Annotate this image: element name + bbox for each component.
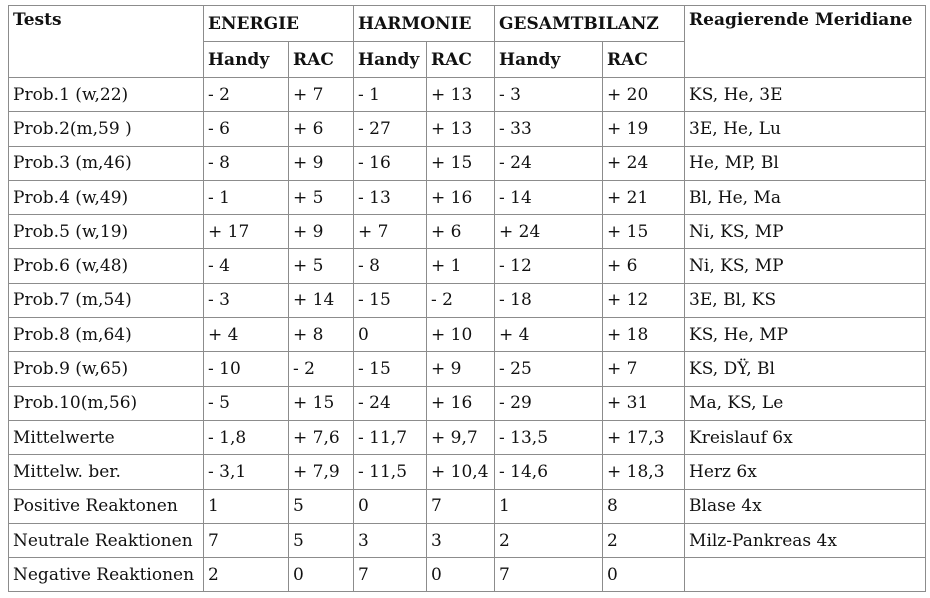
header-sub-rac: RAC	[603, 42, 685, 78]
table-cell: - 8	[204, 146, 289, 180]
row-label: Neutrale Reaktionen	[9, 523, 204, 557]
row-meridians: KS, He, MP	[685, 318, 926, 352]
table-cell: 1	[204, 489, 289, 523]
row-meridians: Kreislauf 6x	[685, 420, 926, 454]
table-cell: - 3	[204, 283, 289, 317]
table-cell: + 10,4	[427, 455, 495, 489]
table-cell: - 13	[354, 180, 427, 214]
table-cell: 7	[354, 558, 427, 592]
row-meridians: Ma, KS, Le	[685, 386, 926, 420]
table-row	[9, 78, 926, 112]
header-sub-handy: Handy	[354, 42, 427, 78]
table-cell: - 5	[204, 386, 289, 420]
table-row	[9, 318, 926, 352]
table-cell: + 21	[603, 180, 685, 214]
table-row	[9, 112, 926, 146]
table-cell: - 15	[354, 352, 427, 386]
table-cell: - 18	[495, 283, 603, 317]
header-sub-rac: RAC	[289, 42, 354, 78]
table-cell: 2	[603, 523, 685, 557]
table-cell: - 27	[354, 112, 427, 146]
table-cell: + 9	[289, 215, 354, 249]
table-cell: 1	[495, 489, 603, 523]
row-label: Prob.5 (w,19)	[9, 215, 204, 249]
table-cell: 3	[354, 523, 427, 557]
table-cell: - 2	[204, 78, 289, 112]
table-cell: - 13,5	[495, 420, 603, 454]
table-cell: - 1	[354, 78, 427, 112]
table-cell: 0	[289, 558, 354, 592]
table-cell: + 20	[603, 78, 685, 112]
row-label: Prob.1 (w,22)	[9, 78, 204, 112]
table-cell: + 6	[603, 249, 685, 283]
row-label: Prob.4 (w,49)	[9, 180, 204, 214]
row-meridians: KS, He, 3E	[685, 78, 926, 112]
table-cell: + 5	[289, 180, 354, 214]
table-cell: - 6	[204, 112, 289, 146]
table-cell: + 7	[354, 215, 427, 249]
table-row	[9, 283, 926, 317]
table-row	[9, 523, 926, 557]
table-cell: + 16	[427, 180, 495, 214]
table-cell: - 1,8	[204, 420, 289, 454]
row-meridians: 3E, Bl, KS	[685, 283, 926, 317]
table-body	[9, 78, 926, 592]
table-cell: - 1	[204, 180, 289, 214]
table-cell: 0	[603, 558, 685, 592]
table-row	[9, 215, 926, 249]
row-label: Prob.9 (w,65)	[9, 352, 204, 386]
row-meridians: 3E, He, Lu	[685, 112, 926, 146]
row-meridians: Herz 6x	[685, 455, 926, 489]
table-cell: + 4	[204, 318, 289, 352]
table-cell: - 24	[354, 386, 427, 420]
table-cell: 5	[289, 523, 354, 557]
table-cell: + 7	[603, 352, 685, 386]
row-label: Mittelwerte	[9, 420, 204, 454]
table-row	[9, 489, 926, 523]
table-cell: - 4	[204, 249, 289, 283]
table-cell: - 24	[495, 146, 603, 180]
table-cell: - 29	[495, 386, 603, 420]
table-cell: 7	[427, 489, 495, 523]
results-table	[8, 5, 926, 592]
table-cell: + 13	[427, 112, 495, 146]
table-cell: + 31	[603, 386, 685, 420]
table-cell: - 12	[495, 249, 603, 283]
table-cell: + 17,3	[603, 420, 685, 454]
table-cell: 7	[204, 523, 289, 557]
row-meridians: Ni, KS, MP	[685, 215, 926, 249]
row-label: Negative Reaktionen	[9, 558, 204, 592]
table-cell: + 15	[603, 215, 685, 249]
row-label: Mittelw. ber.	[9, 455, 204, 489]
row-meridians: Blase 4x	[685, 489, 926, 523]
row-meridians	[685, 558, 926, 592]
table-cell: 5	[289, 489, 354, 523]
table-cell: + 10	[427, 318, 495, 352]
table-cell: + 18,3	[603, 455, 685, 489]
table-cell: - 2	[427, 283, 495, 317]
table-cell: + 5	[289, 249, 354, 283]
row-meridians: KS, DŸ, Bl	[685, 352, 926, 386]
row-meridians: Ni, KS, MP	[685, 249, 926, 283]
row-meridians: Bl, He, Ma	[685, 180, 926, 214]
header-meridians: Reagierende Meridiane	[685, 6, 926, 78]
table-cell: + 6	[289, 112, 354, 146]
table-row	[9, 386, 926, 420]
table-cell: - 16	[354, 146, 427, 180]
table-cell: + 1	[427, 249, 495, 283]
table-cell: + 24	[603, 146, 685, 180]
table-cell: - 2	[289, 352, 354, 386]
table-cell: 3	[427, 523, 495, 557]
table-cell: - 3,1	[204, 455, 289, 489]
row-label: Prob.8 (m,64)	[9, 318, 204, 352]
table-cell: + 16	[427, 386, 495, 420]
header-sub-handy: Handy	[495, 42, 603, 78]
table-cell: - 14,6	[495, 455, 603, 489]
row-label: Prob.2(m,59 )	[9, 112, 204, 146]
row-label: Prob.6 (w,48)	[9, 249, 204, 283]
table-cell: + 19	[603, 112, 685, 146]
table-cell: + 12	[603, 283, 685, 317]
table-cell: + 9	[427, 352, 495, 386]
table-cell: 7	[495, 558, 603, 592]
table-cell: + 8	[289, 318, 354, 352]
row-label: Prob.3 (m,46)	[9, 146, 204, 180]
row-label: Prob.10(m,56)	[9, 386, 204, 420]
table-cell: + 15	[427, 146, 495, 180]
row-label: Prob.7 (m,54)	[9, 283, 204, 317]
table-cell: - 25	[495, 352, 603, 386]
table-cell: + 15	[289, 386, 354, 420]
table-cell: + 14	[289, 283, 354, 317]
table-cell: 8	[603, 489, 685, 523]
table-cell: + 9,7	[427, 420, 495, 454]
table-cell: + 13	[427, 78, 495, 112]
table-cell: + 9	[289, 146, 354, 180]
table-cell: + 18	[603, 318, 685, 352]
table-cell: - 3	[495, 78, 603, 112]
table-cell: - 15	[354, 283, 427, 317]
table-cell: + 4	[495, 318, 603, 352]
row-meridians: He, MP, Bl	[685, 146, 926, 180]
table-cell: - 11,5	[354, 455, 427, 489]
header-group-harmonie: HARMONIE	[354, 6, 495, 42]
table-row	[9, 180, 926, 214]
table-cell: 2	[495, 523, 603, 557]
row-meridians: Milz-Pankreas 4x	[685, 523, 926, 557]
table-cell: 0	[354, 318, 427, 352]
table-cell: + 7,6	[289, 420, 354, 454]
table-cell: - 8	[354, 249, 427, 283]
table-cell: 0	[427, 558, 495, 592]
table-row	[9, 249, 926, 283]
row-label: Positive Reaktonen	[9, 489, 204, 523]
header-sub-handy: Handy	[204, 42, 289, 78]
table-cell: + 24	[495, 215, 603, 249]
table-cell: + 17	[204, 215, 289, 249]
header-group-gesamtbilanz: GESAMTBILANZ	[495, 6, 685, 42]
table-cell: - 14	[495, 180, 603, 214]
table-cell: 2	[204, 558, 289, 592]
table-row	[9, 420, 926, 454]
table-cell: - 10	[204, 352, 289, 386]
table-cell: + 6	[427, 215, 495, 249]
table-row	[9, 455, 926, 489]
table-cell: - 33	[495, 112, 603, 146]
table-row	[9, 352, 926, 386]
table-cell: 0	[354, 489, 427, 523]
table-row	[9, 146, 926, 180]
table-cell: - 11,7	[354, 420, 427, 454]
header-group-energie: ENERGIE	[204, 6, 354, 42]
header-tests: Tests	[9, 6, 204, 78]
table-row	[9, 558, 926, 592]
table-cell: + 7,9	[289, 455, 354, 489]
header-sub-rac: RAC	[427, 42, 495, 78]
table-cell: + 7	[289, 78, 354, 112]
